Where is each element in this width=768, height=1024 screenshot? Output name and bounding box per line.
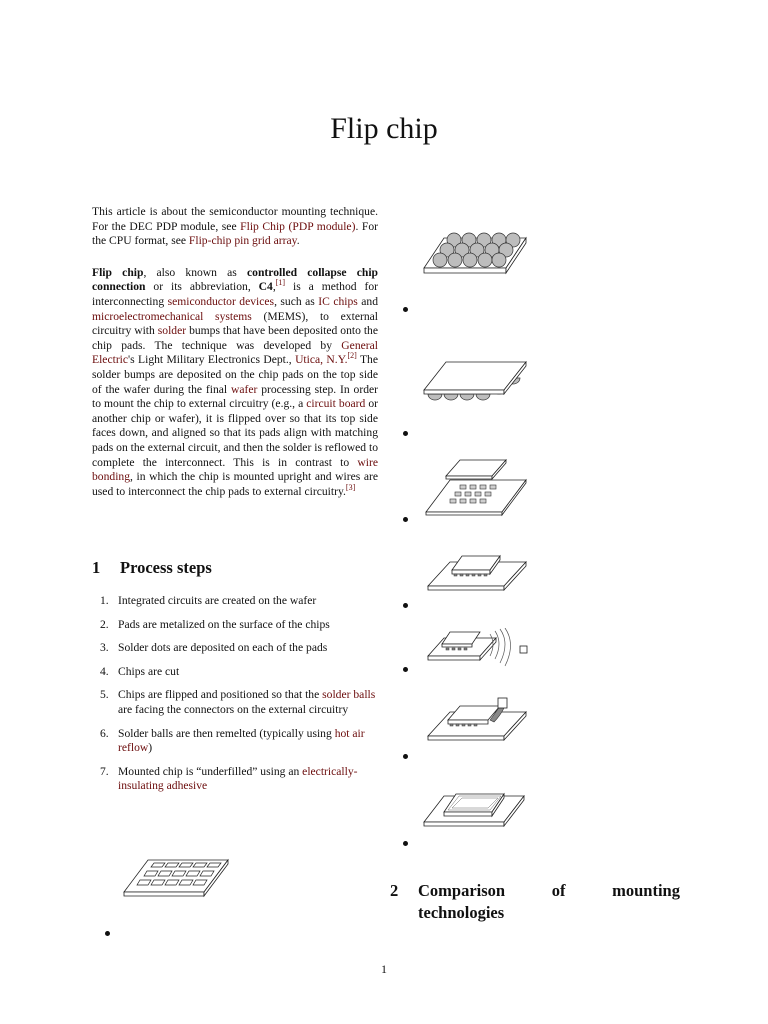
- link-fcpga[interactable]: Flip-chip pin grid array: [188, 234, 297, 248]
- ref-2[interactable]: [2]: [347, 351, 357, 361]
- figure-bullet: [403, 603, 408, 608]
- link-circuit-board[interactable]: circuit board: [306, 397, 366, 411]
- flipped-chip-figure: [420, 356, 530, 406]
- underfill-figure: [420, 694, 530, 746]
- figure-bullet: [403, 431, 408, 436]
- intro-paragraph: Flip chip, also known as controlled collapse chip connection or its abbreviation, C4,[1] is a method for interconnecting semiconductor devices, such as IC chips and microelectromechanical systems (MEMS), to external circuitry with solder bumps that have been deposited onto the chip pads. The technique was developed by General Electric's Light Military Electronics Dept., Utica, N.Y.[2] The solder bumps are deposited on the chip pads on the top side of the wafer during the final wafer processing step. In order to mount the chip to external circuitry (e.g., a circuit board or another chip or wafer), it is flipped over so that its top side faces down, and aligned so that its pads align with matching pads on the external circuit, and then the solder is reflowed to complete the interconnect. This is in contrast to wire bonding, in which the chip is mounted upright and wires are used to interconnect the chip pads to external circuitry.[3]: [92, 265, 379, 498]
- list-item: 3. Solder dots are deposited on each of the pads: [100, 641, 328, 655]
- final-package-figure: [420, 788, 530, 832]
- section-heading-process-steps: 1 Process steps: [92, 558, 212, 577]
- hatnote: This article is about the semiconductor mounting technique. For the DEC PDP module, see Flip Chip (PDP module). For the CPU format, see Flip-chip pin grid array.: [92, 205, 379, 248]
- reflow-figure: [420, 628, 532, 668]
- section-heading-comparison: 2 Comparison of mounting technologies: [390, 881, 680, 922]
- ref-3[interactable]: [3]: [345, 482, 356, 492]
- solder-balls-figure: [420, 228, 530, 278]
- chip-pads-figure: [120, 852, 232, 902]
- figure-bullet: [403, 667, 408, 672]
- list-item: 5. Chips are flipped and positioned so that the solder balls are facing the connectors on the external circuitry: [100, 688, 376, 716]
- page-number: 1: [381, 962, 387, 976]
- left-column: [92, 205, 378, 499]
- link-wire-bonding[interactable]: wire bonding: [92, 455, 378, 484]
- figure-bullet: [403, 307, 408, 312]
- list-item: 7. Mounted chip is “underfilled” using an electrically-insulating adhesive: [100, 764, 358, 793]
- figure-bullet: [403, 841, 408, 846]
- list-item: 1. Integrated circuits are created on the wafer: [100, 594, 317, 607]
- chip-above-board-figure: [420, 458, 530, 520]
- list-item: 6. Solder balls are then remelted (typically using hot air reflow): [100, 726, 365, 755]
- figure-bullet: [403, 754, 408, 759]
- link-wafer[interactable]: wafer: [230, 382, 258, 396]
- link-hot-air-reflow[interactable]: hot air reflow: [118, 726, 365, 755]
- link-insulating-adhesive[interactable]: electrically-insulating adhesive: [118, 764, 358, 793]
- link-general-electric[interactable]: General Electric: [92, 338, 378, 367]
- link-solder-balls[interactable]: solder balls: [322, 688, 376, 702]
- link-utica[interactable]: Utica, N.Y.: [295, 353, 348, 367]
- link-mems[interactable]: microelectromechanical systems: [92, 309, 252, 323]
- chip-mounted-figure: [420, 550, 530, 596]
- process-steps-list: [100, 594, 378, 803]
- list-item: 4. Chips are cut: [100, 664, 180, 678]
- link-semiconductor-devices[interactable]: semiconductor devices: [167, 294, 275, 308]
- link-flip-chip-pdp[interactable]: Flip Chip (PDP module): [240, 219, 356, 233]
- ref-1[interactable]: [1]: [275, 278, 286, 288]
- link-ic-chips[interactable]: IC chips: [318, 294, 358, 308]
- list-item: 2. Pads are metalized on the surface of the chips: [100, 617, 330, 631]
- link-solder[interactable]: solder: [157, 324, 187, 338]
- figure-bullet: [403, 517, 408, 522]
- page-title: Flip chip: [330, 112, 438, 145]
- figure-bullet: [105, 931, 110, 936]
